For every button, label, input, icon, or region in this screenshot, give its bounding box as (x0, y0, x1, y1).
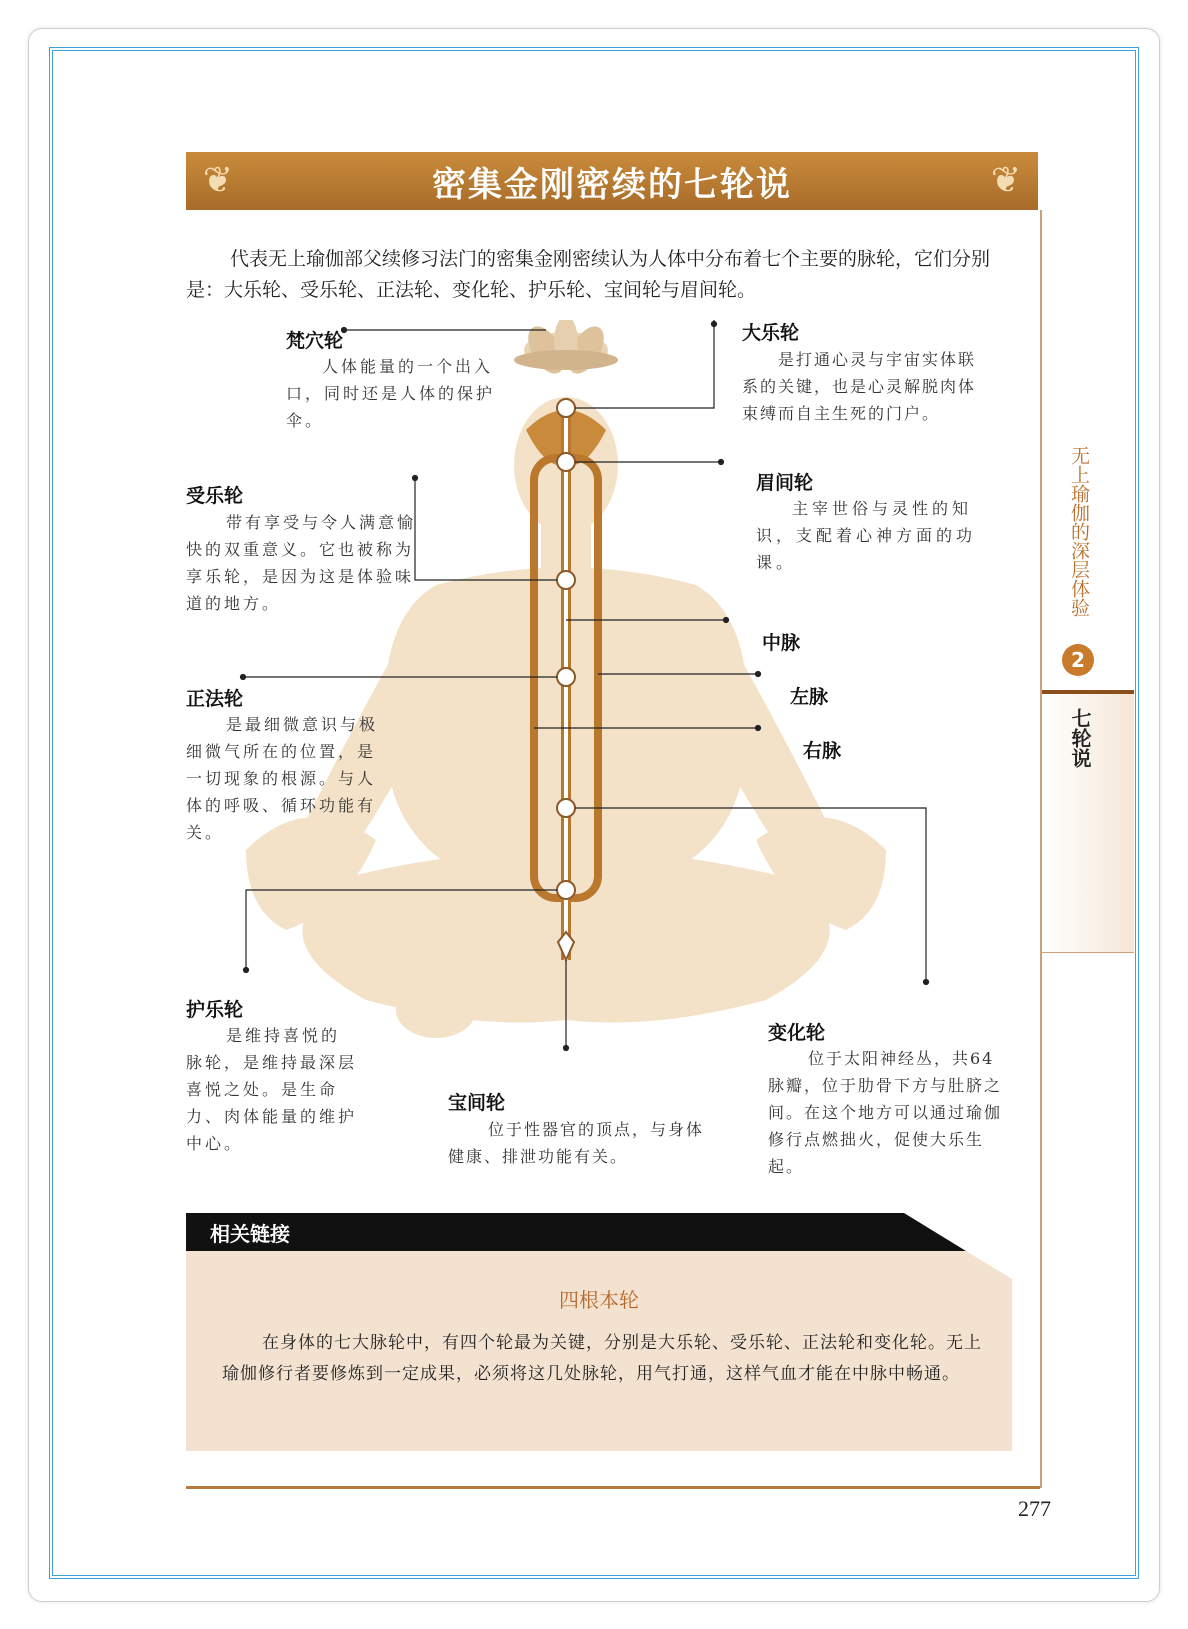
chapter-title: 无上瑜伽的深层体验 (1068, 446, 1090, 617)
related-links-header (186, 1213, 966, 1251)
related-links-title: 相关链接 (210, 1222, 290, 1246)
divider (186, 1486, 1040, 1489)
label-baojian-chakra: 宝间轮 (448, 1092, 506, 1114)
desc-zhengfa-chakra: 是最细微意识与极细微气所在的位置，是一切现象的根源。与人体的呼吸、循环功能有关。 (186, 715, 379, 842)
chapter-number-badge: 2 (1062, 644, 1094, 676)
label-central-channel: 中脉 (762, 632, 801, 654)
related-topic-body: 在身体的七大脉轮中，有四个轮最为关键，分别是大乐轮、受乐轮、正法轮和变化轮。无上瑜伽修行者要修炼到一定成果，必须将这几处脉轮，用气打通，这样气血才能在中脉中畅通。 (222, 1333, 982, 1384)
page-title: 密集金刚密续的七轮说 (432, 164, 792, 205)
desc-baojian-chakra: 位于性器官的顶点，与身体健康、排泄功能有关。 (448, 1120, 705, 1166)
title-banner (186, 152, 1038, 210)
desc-bianhua-chakra: 位于太阳神经丛，共64脉瓣，位于肋骨下方与肚脐之间。在这个地方可以通过瑜伽修行点燃拙火，促使大乐生起。 (768, 1049, 1003, 1176)
ornament-icon: ❦ (990, 160, 1022, 201)
page-number: 277 (1018, 1496, 1051, 1521)
intro-paragraph: 代表无上瑜伽部父续修习法门的密集金刚密续认为人体中分布着七个主要的脉轮，它们分别是：大乐轮、受乐轮、正法轮、变化轮、护乐轮、宝间轮与眉间轮。 (186, 248, 991, 301)
label-hule-chakra: 护乐轮 (186, 999, 244, 1021)
desc-shoule-chakra: 带有享受与令人满意愉快的双重意义。它也被称为享乐轮，是因为这是体验味道的地方。 (186, 513, 417, 613)
label-right-channel: 右脉 (803, 740, 842, 762)
desc-fanxue-chakra: 人体能量的一个出入口，同时还是人体的保护伞。 (286, 357, 496, 430)
section-title: 七轮说 (1068, 708, 1092, 768)
desc-hule-chakra: 是维持喜悦的脉轮，是维持最深层喜悦之处。是生命力、肉体能量的维护中心。 (186, 1026, 358, 1153)
desc-meijian-chakra: 主宰世俗与灵性的知识，支配着心神方面的功课。 (756, 499, 977, 572)
ornament-icon: ❦ (202, 160, 234, 201)
label-left-channel: 左脉 (790, 686, 829, 708)
label-meijian-chakra: 眉间轮 (756, 472, 814, 494)
label-zhengfa-chakra: 正法轮 (186, 688, 244, 710)
label-bianhua-chakra: 变化轮 (768, 1022, 826, 1044)
label-fanxue-chakra: 梵穴轮 (286, 330, 344, 352)
related-topic-title: 四根本轮 (559, 1288, 639, 1312)
label-dale-chakra: 大乐轮 (742, 322, 800, 344)
lotus-icon (514, 320, 618, 380)
desc-dale-chakra: 是打通心灵与宇宙实体联系的关键，也是心灵解脱肉体束缚而自主生死的门户。 (742, 350, 977, 423)
label-shoule-chakra: 受乐轮 (186, 485, 244, 507)
